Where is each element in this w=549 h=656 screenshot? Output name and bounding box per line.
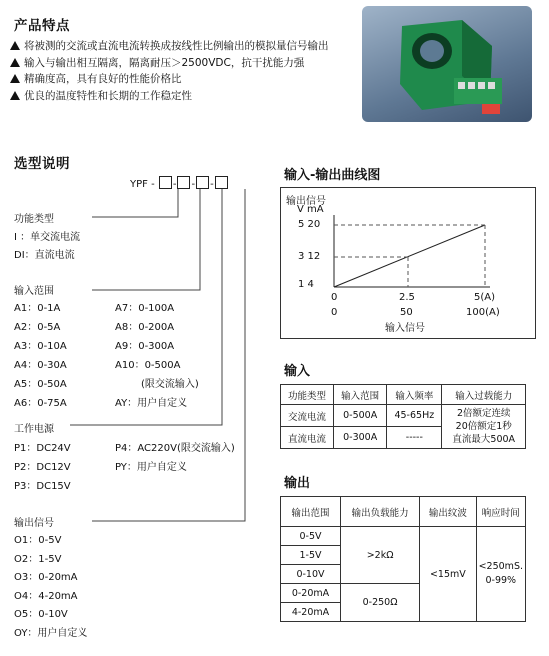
power-item: P3：DC15V — [14, 481, 71, 492]
table-cell: 直流电流 — [281, 427, 334, 449]
input-range-item: AY：用户自定义 — [115, 398, 188, 409]
power-item: P4：AC220V(限交流输入) — [115, 443, 235, 454]
input-table — [280, 384, 526, 449]
curve-x-tick: 50 — [400, 307, 413, 318]
function-item: DI：直流电流 — [14, 250, 75, 261]
table-cell: 45-65Hz — [387, 405, 442, 427]
power-item: PY：用户自定义 — [115, 462, 187, 473]
table-cell: >2kΩ — [340, 527, 419, 584]
table-header-row — [281, 497, 526, 527]
features-title: 产品特点 — [14, 18, 70, 34]
input-range-item: A7：0-100A — [115, 303, 175, 314]
output-signal-list — [14, 532, 87, 643]
feature-item: 精确度高，具有良好的性能价格比 — [10, 71, 329, 88]
table-cell: 4-20mA — [281, 603, 341, 622]
input-range-item: A4：0-30A — [14, 360, 67, 371]
function-item: I ：单交流电流 — [14, 232, 81, 243]
table-header: 输出纹波 — [420, 497, 476, 527]
overload-cell: 2倍额定连续 20倍额定1秒 直流最大500A — [442, 405, 526, 449]
output-signal-item: O4：4-20mA — [14, 590, 78, 602]
input-range-item: A2：0-5A — [14, 322, 61, 333]
input-range-item: A8：0-200A — [115, 322, 175, 333]
output-signal-item: O3：0-20mA — [14, 572, 78, 583]
table-cell: 0-20mA — [281, 584, 341, 603]
curve-y-title: 输出信号 — [286, 196, 326, 207]
table-header: 输入范围 — [334, 385, 387, 405]
input-range-note: (限交流输入) — [141, 379, 199, 390]
table-cell: 1-5V — [281, 546, 341, 565]
curve-x-tick: 100(A) — [466, 307, 500, 318]
curve-y-tick: 1 4 — [298, 279, 314, 290]
power-right — [115, 439, 235, 477]
feature-item: 将被测的交流或直流电流转换成按线性比例输出的模拟量信号输出 — [10, 38, 329, 55]
output-signal-item: O2：1-5V — [14, 553, 62, 565]
curve-y-tick: 3 12 — [298, 251, 321, 262]
output-signal-item: O5：0-10V — [14, 609, 68, 620]
curve-line — [334, 225, 485, 287]
table-header: 输出范围 — [281, 497, 341, 527]
table-cell: 0-10V — [281, 565, 341, 584]
table-cell: 0-5V — [281, 527, 341, 546]
input-range-item: A1：0-1A — [14, 303, 61, 314]
feature-item: 输入与输出相互隔离，隔离耐压＞2500VDC，抗干扰能力强 — [10, 55, 329, 72]
function-type-heading: 功能类型 — [14, 214, 54, 225]
feature-item: 优良的温度特性和长期的工作稳定性 — [10, 88, 329, 105]
power-item: P2：DC12V — [14, 462, 71, 473]
input-range-item: A5：0-50A — [14, 379, 67, 390]
power-left — [14, 439, 71, 496]
table-cell: 0-500A — [334, 405, 387, 427]
curve-x-tick: 2.5 — [399, 292, 415, 303]
output-table-title: 输出 — [284, 476, 311, 491]
output-table — [280, 496, 526, 622]
table-cell: ----- — [387, 427, 442, 449]
table-row — [281, 405, 526, 427]
output-signal-item: O1：0-5V — [14, 535, 62, 546]
input-range-item: A9：0-300A — [115, 341, 175, 352]
power-heading: 工作电源 — [14, 424, 54, 435]
input-range-right — [115, 299, 199, 413]
table-row — [281, 527, 526, 546]
output-signal-item: OY：用户自定义 — [14, 627, 88, 639]
curve-x-title: 输入信号 — [385, 323, 425, 334]
selection-title: 选型说明 — [14, 156, 70, 172]
model-code: YPF - - - - — [130, 176, 229, 190]
input-table-title: 输入 — [284, 364, 311, 379]
input-range-heading: 输入范围 — [14, 286, 54, 297]
table-header: 功能类型 — [281, 385, 334, 405]
input-range-item: A3：0-10A — [14, 341, 67, 352]
curve-x-tick: 0 — [331, 307, 338, 318]
power-item: P1：DC24V — [14, 443, 71, 454]
table-header: 输出负载能力 — [340, 497, 419, 527]
input-range-item: A6：0-75A — [14, 398, 67, 409]
table-header-row — [281, 385, 526, 405]
curve-x-tick: 0 — [331, 292, 338, 303]
table-cell: 0-250Ω — [340, 584, 419, 622]
table-cell: 0-300A — [334, 427, 387, 449]
response-cell: <250mS. 0-99% — [476, 527, 525, 622]
model-code-prefix: YPF - — [130, 179, 155, 190]
table-cell: 交流电流 — [281, 405, 334, 427]
input-range-left — [14, 299, 67, 413]
table-header: 输入过载能力 — [442, 385, 526, 405]
curve-title: 输入-输出曲线图 — [284, 168, 381, 183]
curve-x-tick: 5(A) — [474, 292, 496, 303]
curve-y-units: V mA — [297, 204, 324, 215]
table-header: 响应时间 — [476, 497, 525, 527]
output-signal-heading: 输出信号 — [14, 518, 54, 529]
table-cell: <15mV — [420, 527, 476, 622]
curve-y-tick: 5 20 — [298, 219, 321, 230]
table-header: 输入频率 — [387, 385, 442, 405]
input-range-item: A10：0-500A — [115, 360, 181, 371]
